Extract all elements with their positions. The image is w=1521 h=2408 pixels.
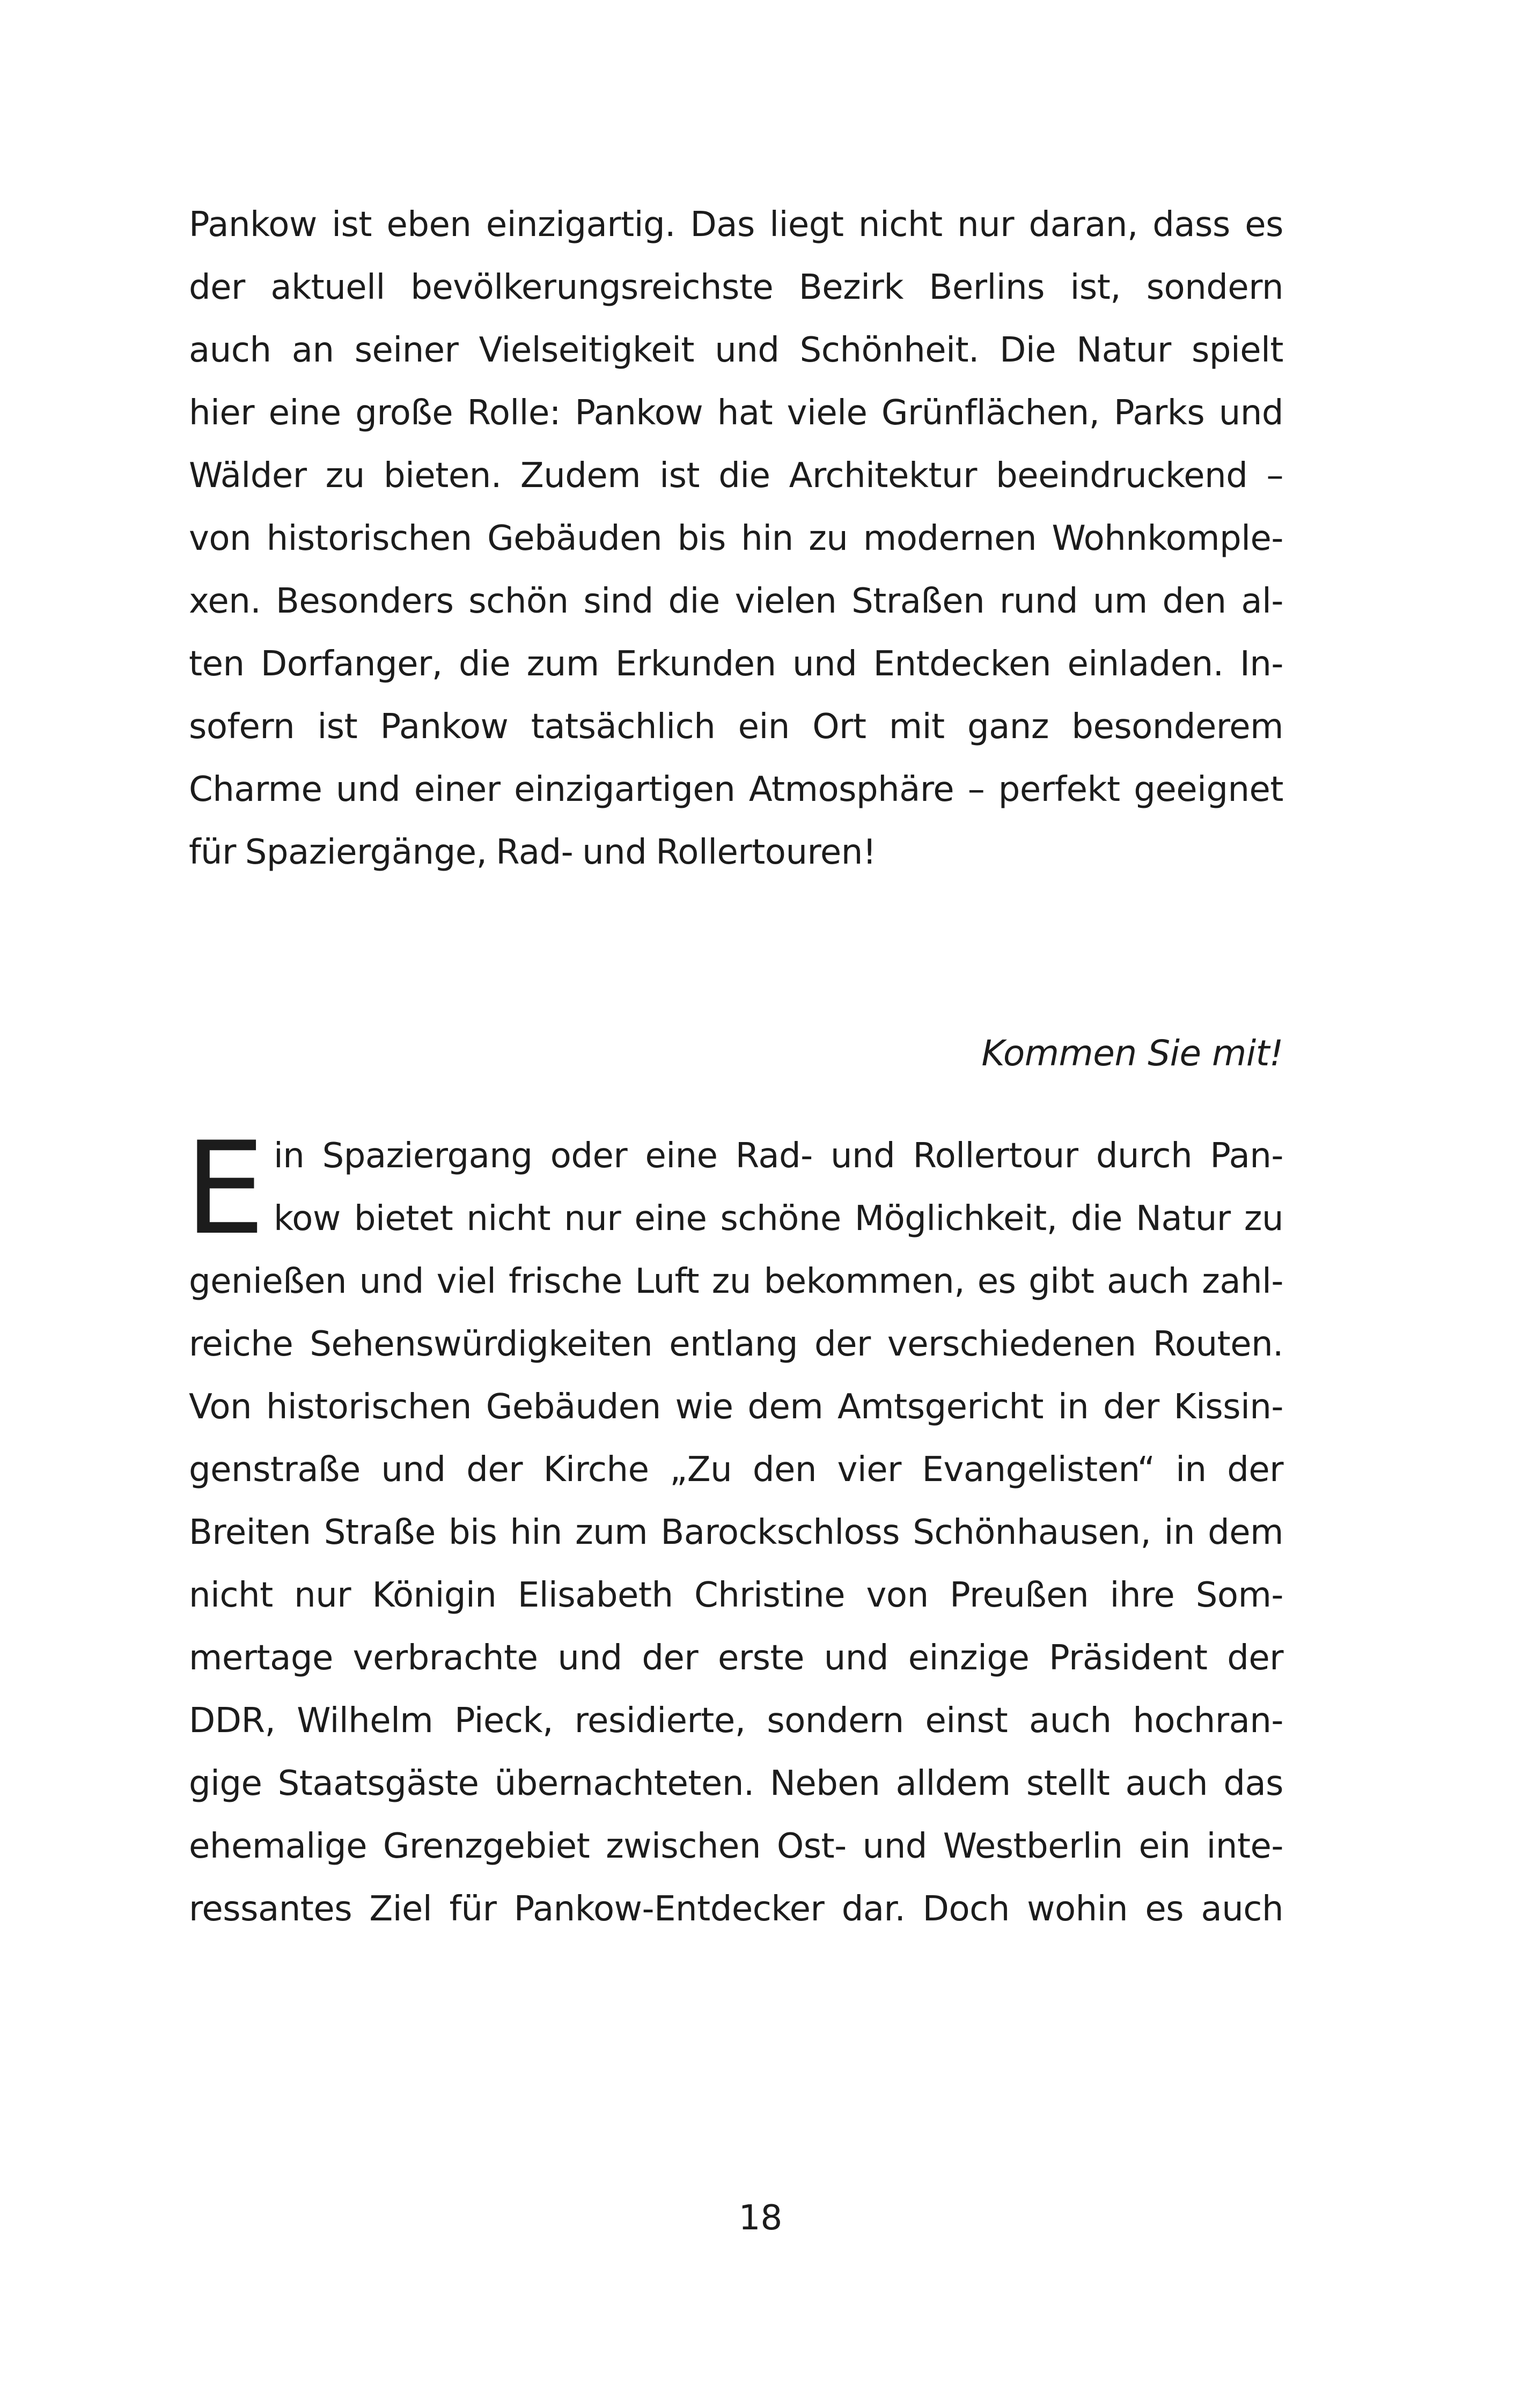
text-line: Pankow ist eben einzigartig. Das liegt nicht nur daran, dass es xyxy=(189,205,1283,245)
text-line: für Spaziergänge, Rad- und Rollertouren! xyxy=(189,833,876,872)
text-line: sofern ist Pankow tatsächlich ein Ort mit ganz besonderem xyxy=(189,707,1283,747)
text-line: reiche Sehenswürdigkeiten entlang der verschiedenen Routen. xyxy=(189,1324,1283,1364)
text-line: gige Staatsgäste übernachteten. Neben alldem stellt auch das xyxy=(189,1764,1283,1803)
text-line: DDR, Wilhelm Pieck, residierte, sondern einst auch hochran- xyxy=(189,1701,1283,1741)
page-number: 18 xyxy=(738,2198,783,2238)
text-line: in Spaziergang oder eine Rad- und Rollertour durch Pan- xyxy=(274,1136,1283,1176)
text-line: Wälder zu bieten. Zudem ist die Architektur beeindruckend – xyxy=(189,456,1283,496)
text-line: Charme und einer einzigartigen Atmosphäre – perfekt geeignet xyxy=(189,770,1283,809)
drop-cap-letter: E xyxy=(185,1115,266,1263)
text-line: ressantes Ziel für Pankow-Entdecker dar. Doch wohin es auch xyxy=(189,1889,1283,1929)
text-line: genießen und viel frische Luft zu bekommen, es gibt auch zahl- xyxy=(189,1262,1283,1301)
text-line: nicht nur Königin Elisabeth Christine von Preußen ihre Som- xyxy=(189,1575,1283,1615)
text-line: genstraße und der Kirche „Zu den vier Evangelisten“ in der xyxy=(189,1450,1283,1490)
paragraph-main xyxy=(189,1125,1283,1941)
text-line: auch an seiner Vielseitigkeit und Schönheit. Die Natur spielt xyxy=(189,330,1283,370)
text-line: ehemalige Grenzgebiet zwischen Ost- und Westberlin ein inte- xyxy=(189,1827,1283,1866)
text-line: Von historischen Gebäuden wie dem Amtsgericht in der Kissin- xyxy=(189,1387,1283,1427)
text-line: mertage verbrachte und der erste und einzige Präsident der xyxy=(189,1638,1283,1678)
text-line: der aktuell bevölkerungsreichste Bezirk Berlins ist, sondern xyxy=(189,268,1283,307)
section-heading: Kommen Sie mit! xyxy=(981,1033,1283,1074)
text-line: kow bietet nicht nur eine schöne Möglichkeit, die Natur zu xyxy=(274,1199,1283,1239)
text-line: xen. Besonders schön sind die vielen Straßen rund um den al- xyxy=(189,581,1283,621)
text-line: von historischen Gebäuden bis hin zu modernen Wohnkomple- xyxy=(189,519,1283,558)
paragraph-intro xyxy=(189,194,1283,884)
text-line: ten Dorfanger, die zum Erkunden und Entdecken einladen. In- xyxy=(189,644,1283,684)
text-line: hier eine große Rolle: Pankow hat viele Grünflächen, Parks und xyxy=(189,393,1283,433)
text-line: Breiten Straße bis hin zum Barockschloss Schönhausen, in dem xyxy=(189,1513,1283,1552)
